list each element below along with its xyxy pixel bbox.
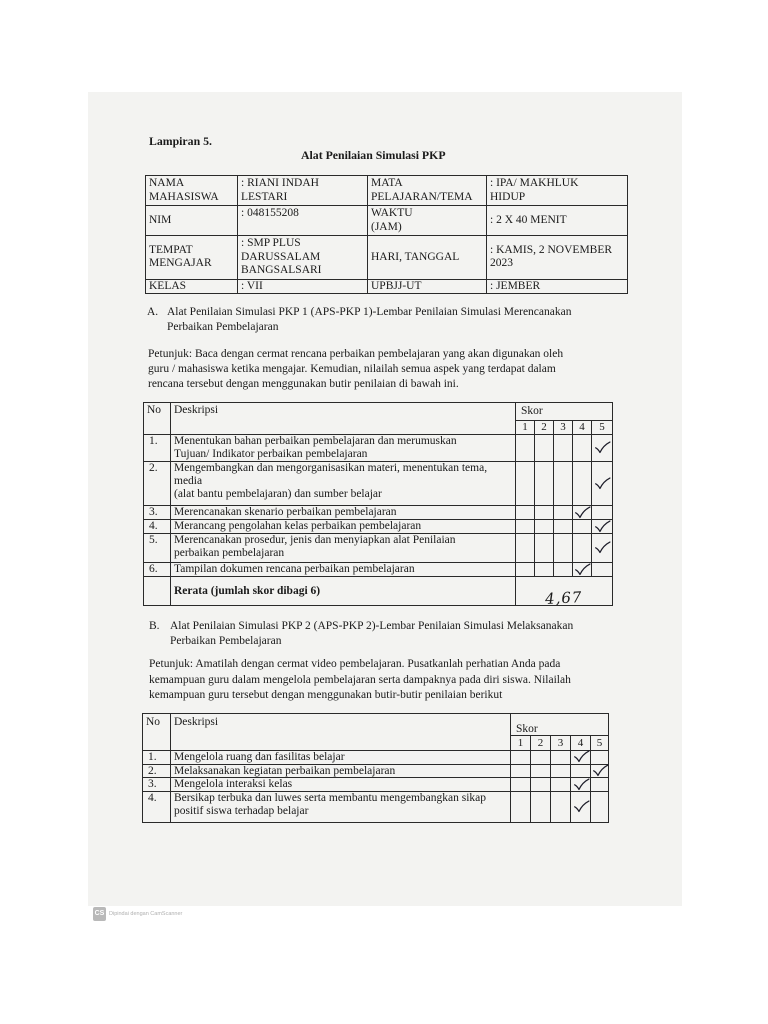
score-cell — [511, 792, 531, 823]
check-mark-icon — [595, 541, 611, 554]
score-level-1: 1 — [516, 421, 535, 435]
score-cell — [531, 764, 551, 778]
score-cell — [511, 751, 531, 765]
row-number: 4. — [144, 520, 171, 534]
check-mark-icon — [573, 750, 589, 763]
row-number: 5. — [144, 534, 171, 563]
subject-label: MATA PELAJARAN/TEMA — [368, 176, 487, 206]
score-cell — [516, 534, 535, 563]
score-cell — [592, 534, 613, 563]
upbjj-value: : JEMBER — [487, 279, 628, 293]
camscanner-watermark-text: Dipindai dengan CamScanner — [109, 911, 183, 917]
score-cell — [573, 462, 592, 506]
upbjj-label: UPBJJ-UT — [368, 279, 487, 293]
summary-label: Rerata (jumlah skor dibagi 6) — [171, 577, 516, 606]
score-cell — [591, 751, 609, 765]
summary-value-cell — [516, 577, 613, 606]
score-cell — [535, 506, 554, 520]
score-cell — [516, 563, 535, 577]
check-mark-icon — [595, 476, 611, 489]
row-description: Bersikap terbuka dan luwes serta membantu mengembangkan sikap positif siswa terhadap belajar — [171, 792, 511, 823]
section-b-instructions: Petunjuk: Amatilah dengan cermat video pembelajaran. Pusatkanlah perhatian Anda pada kemampuan guru dalam mengelola pembelajaran serta dampaknya pada diri siswa. Nilailah kemampuan guru tersebut dengan menggunakan butir-butir penilaian berikut — [149, 658, 571, 701]
check-mark-icon — [592, 764, 608, 777]
score-cell — [573, 435, 592, 462]
table-row — [144, 520, 613, 534]
score-level-4: 4 — [573, 421, 592, 435]
row-number: 1. — [143, 751, 171, 765]
score-cell — [535, 435, 554, 462]
score-level-5: 5 — [591, 736, 609, 751]
score-cell — [571, 778, 591, 792]
score-cell — [516, 462, 535, 506]
score-level-2: 2 — [535, 421, 554, 435]
score-cell — [554, 563, 573, 577]
teaching-location-label: TEMPAT MENGAJAR — [146, 236, 238, 280]
document-title: Alat Penilaian Simulasi PKP — [301, 148, 446, 162]
date-label: HARI, TANGGAL — [368, 236, 487, 280]
score-cell — [531, 778, 551, 792]
score-cell — [573, 506, 592, 520]
section-b-heading — [149, 619, 573, 648]
score-cell — [573, 520, 592, 534]
row-description: Mengelola ruang dan fasilitas belajar — [171, 751, 511, 765]
date-value: : KAMIS, 2 NOVEMBER 2023 — [487, 236, 628, 280]
table-row — [143, 764, 609, 778]
row-number: 1. — [144, 435, 171, 462]
average-score-handwritten: 4,67 — [544, 588, 584, 608]
student-name-label: NAMA MAHASISWA — [146, 176, 238, 206]
teaching-location-value: : SMP PLUS DARUSSALAM BANGSALSARI — [238, 236, 368, 280]
score-cell — [551, 792, 571, 823]
class-label: KELAS — [146, 279, 238, 293]
class-value: : VII — [238, 279, 368, 293]
table-row — [144, 435, 613, 462]
score-cell — [554, 534, 573, 563]
score-cell — [516, 435, 535, 462]
subject-value: : IPA/ MAKHLUK HIDUP — [487, 176, 628, 206]
score-cell — [592, 520, 613, 534]
score-level-3: 3 — [554, 421, 573, 435]
summary-row — [144, 577, 613, 606]
check-mark-icon — [575, 505, 591, 518]
table-row — [143, 792, 609, 823]
section-b-letter: B. — [149, 620, 160, 632]
section-b-title: Alat Penilaian Simulasi PKP 2 (APS-PKP 2)-Lembar Penilaian Simulasi Melaksanakan Perbaikan Pembelajaran — [170, 620, 574, 647]
section-a-letter: A. — [147, 306, 159, 318]
score-cell — [554, 435, 573, 462]
row-description: Mengembangkan dan mengorganisasikan materi, menentukan tema, media (alat bantu pembelajaran) dan sumber belajar — [171, 462, 516, 506]
score-cell — [592, 563, 613, 577]
score-cell — [531, 792, 551, 823]
score-cell — [571, 792, 591, 823]
score-cell — [592, 462, 613, 506]
identity-row — [146, 176, 628, 206]
check-mark-icon — [595, 519, 611, 532]
score-cell — [551, 764, 571, 778]
score-cell — [551, 778, 571, 792]
column-header-no: No — [143, 714, 171, 751]
score-cell — [573, 534, 592, 563]
score-cell — [535, 534, 554, 563]
row-number: 2. — [143, 764, 171, 778]
column-header-score: Skor — [516, 403, 613, 421]
score-cell — [531, 751, 551, 765]
identity-row — [146, 206, 628, 236]
score-cell — [591, 778, 609, 792]
score-level-1: 1 — [511, 736, 531, 751]
score-cell — [551, 751, 571, 765]
score-cell — [592, 435, 613, 462]
score-cell — [573, 563, 592, 577]
summary-number-cell — [144, 577, 171, 606]
section-a-instructions: Petunjuk: Baca dengan cermat rencana perbaikan pembelajaran yang akan digunakan oleh guru / mahasiswa ketika mengajar. Kemudian, nilailah semua aspek yang terdapat dalam rencana tersebut dengan menggunakan butir penilaian di bawah ini. — [148, 348, 564, 390]
row-description: Merencanakan prosedur, jenis dan menyiapkan alat Penilaian perbaikan pembelajaran — [171, 534, 516, 563]
identity-table — [145, 175, 628, 294]
nim-label: NIM — [146, 206, 238, 236]
score-cell — [516, 520, 535, 534]
score-cell — [591, 764, 609, 778]
check-mark-icon — [575, 562, 591, 575]
score-cell — [535, 520, 554, 534]
table-row — [144, 563, 613, 577]
table-row — [144, 534, 613, 563]
column-header-no: No — [144, 403, 171, 435]
score-cell — [554, 462, 573, 506]
score-cell — [571, 764, 591, 778]
assessment-table-a — [143, 402, 613, 606]
score-cell — [571, 751, 591, 765]
row-number: 4. — [143, 792, 171, 823]
table-row — [144, 462, 613, 506]
score-cell — [592, 506, 613, 520]
identity-row — [146, 236, 628, 280]
check-mark-icon — [573, 777, 589, 790]
column-header-score: Skor — [511, 714, 609, 736]
table-row — [144, 506, 613, 520]
score-cell — [535, 563, 554, 577]
camscanner-logo: CS — [93, 907, 106, 921]
score-cell — [511, 778, 531, 792]
section-a-title: Alat Penilaian Simulasi PKP 1 (APS-PKP 1)-Lembar Penilaian Simulasi Merencanakan Perbaikan Pembelajaran — [167, 306, 572, 333]
identity-row — [146, 279, 628, 293]
table-row — [143, 751, 609, 765]
score-cell — [535, 462, 554, 506]
row-description: Melaksanakan kegiatan perbaikan pembelajaran — [171, 764, 511, 778]
row-description: Merencanakan skenario perbaikan pembelajaran — [171, 506, 516, 520]
row-description: Merancang pengolahan kelas perbaikan pembelajaran — [171, 520, 516, 534]
attachment-label: Lampiran 5. — [149, 134, 212, 148]
score-level-2: 2 — [531, 736, 551, 751]
score-cell — [591, 792, 609, 823]
assessment-table-b — [142, 713, 609, 823]
column-header-description: Deskripsi — [171, 714, 511, 751]
row-number: 3. — [143, 778, 171, 792]
check-mark-icon — [595, 441, 611, 454]
score-cell — [511, 764, 531, 778]
row-description: Tampilan dokumen rencana perbaikan pembelajaran — [171, 563, 516, 577]
row-number: 3. — [144, 506, 171, 520]
row-number: 2. — [144, 462, 171, 506]
column-header-description: Deskripsi — [171, 403, 516, 435]
score-level-5: 5 — [592, 421, 613, 435]
row-number: 6. — [144, 563, 171, 577]
table-row — [143, 778, 609, 792]
section-a-heading — [147, 305, 571, 334]
nim-value: : 048155208 — [238, 206, 368, 236]
row-description: Mengelola interaksi kelas — [171, 778, 511, 792]
duration-value: : 2 X 40 MENIT — [487, 206, 628, 236]
score-level-4: 4 — [571, 736, 591, 751]
duration-label: WAKTU (JAM) — [368, 206, 487, 236]
score-cell — [554, 520, 573, 534]
row-description: Menentukan bahan perbaikan pembelajaran dan merumuskan Tujuan/ Indikator perbaikan pembelajaran — [171, 435, 516, 462]
score-level-3: 3 — [551, 736, 571, 751]
student-name-value: : RIANI INDAH LESTARI — [238, 176, 368, 206]
check-mark-icon — [573, 800, 589, 813]
score-cell — [516, 506, 535, 520]
score-cell — [554, 506, 573, 520]
